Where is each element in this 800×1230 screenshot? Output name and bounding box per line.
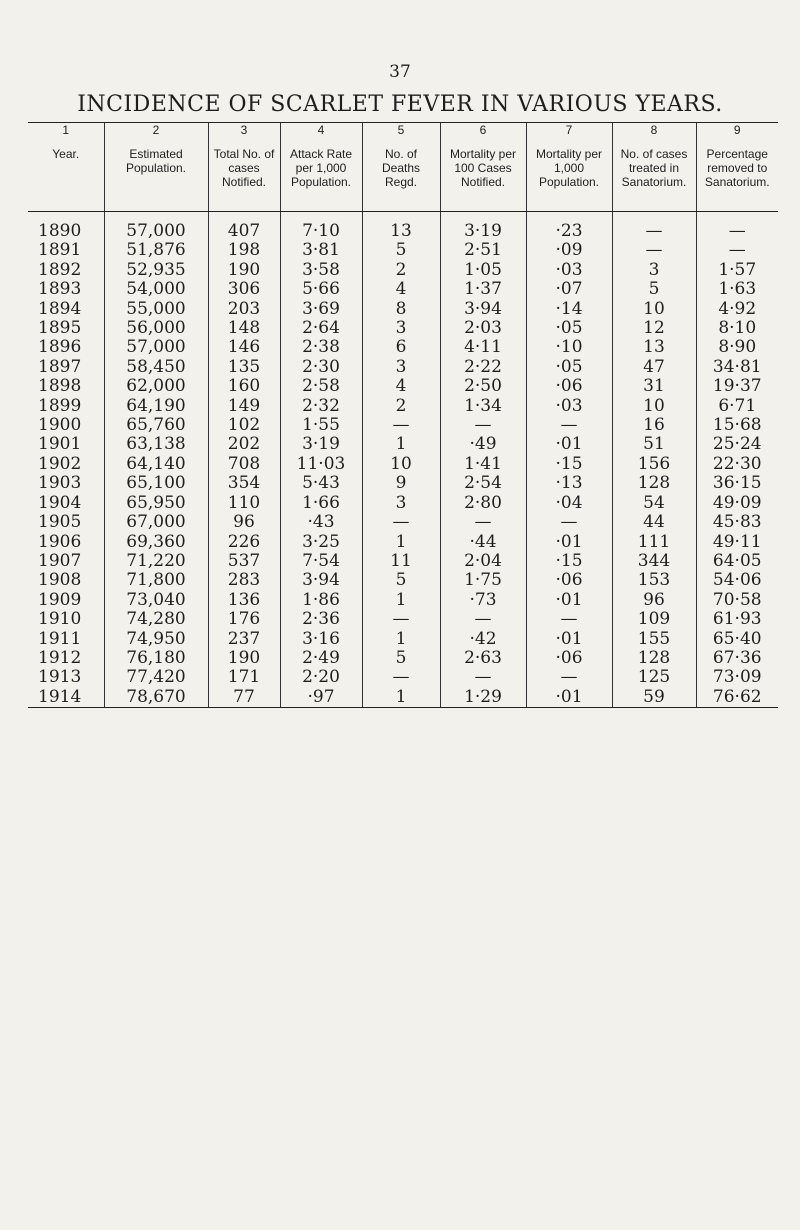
data-cell: 3·19 (280, 435, 362, 454)
data-cell: 71,220 (104, 552, 208, 571)
data-cell: — (440, 416, 526, 435)
year-cell: 1911 (38, 628, 82, 649)
data-cell: 146 (208, 338, 280, 357)
column-number: 7 (565, 123, 573, 137)
data-cell: ·44 (440, 533, 526, 552)
data-cell: ·07 (526, 280, 612, 299)
data-cell: — (362, 610, 440, 629)
data-cell: 2·50 (440, 377, 526, 396)
data-cell: ·01 (526, 591, 612, 610)
data-cell: 708 (208, 455, 280, 474)
column-number: 2 (152, 123, 160, 137)
year-cell: 1905 (38, 512, 82, 533)
data-cell: ·73 (440, 591, 526, 610)
data-cell: ·01 (526, 630, 612, 649)
scarlet-fever-table (28, 122, 778, 708)
column-header (362, 123, 440, 212)
data-cell: 2·58 (280, 377, 362, 396)
data-cell: 67·36 (696, 649, 778, 668)
data-cell: 62,000 (104, 377, 208, 396)
data-cell: 19·37 (696, 377, 778, 396)
year-cell: 1900 (38, 415, 82, 436)
data-cell: 65,760 (104, 416, 208, 435)
data-cell: 160 (208, 377, 280, 396)
table-row (28, 630, 778, 649)
table-row (28, 591, 778, 610)
column-label: Percentage removed to Sanatorium. (704, 147, 770, 189)
year-cell: 1893 (38, 279, 82, 300)
year-cell: 1906 (38, 531, 82, 552)
data-cell: ·01 (526, 688, 612, 708)
data-cell: ·15 (526, 455, 612, 474)
data-cell: 1 (362, 533, 440, 552)
data-cell: 31 (612, 377, 696, 396)
year-cell: 1903 (38, 473, 82, 494)
data-cell: 76,180 (104, 649, 208, 668)
data-cell: 5 (612, 280, 696, 299)
data-cell: 56,000 (104, 319, 208, 338)
data-cell: ·13 (526, 474, 612, 493)
data-cell: 78,670 (104, 688, 208, 708)
data-cell: 1·55 (280, 416, 362, 435)
column-number: 4 (317, 123, 325, 137)
data-cell: 3 (362, 494, 440, 513)
data-cell: 354 (208, 474, 280, 493)
data-cell: 7·54 (280, 552, 362, 571)
column-label: No. of Deaths Regd. (381, 147, 421, 189)
data-cell: 407 (208, 212, 280, 242)
data-cell: ·06 (526, 377, 612, 396)
data-cell: 51 (612, 435, 696, 454)
data-cell: 306 (208, 280, 280, 299)
data-cell: 3·69 (280, 300, 362, 319)
table-row (28, 338, 778, 357)
year-cell: 1902 (38, 453, 82, 474)
data-cell: ·49 (440, 435, 526, 454)
table-row (28, 513, 778, 532)
data-cell: 73·09 (696, 668, 778, 687)
table-row (28, 416, 778, 435)
data-cell: 71,800 (104, 571, 208, 590)
data-cell: 4·92 (696, 300, 778, 319)
table-row (28, 300, 778, 319)
data-cell: 2·49 (280, 649, 362, 668)
data-cell: 57,000 (104, 212, 208, 242)
data-cell: 63,138 (104, 435, 208, 454)
data-cell: 13 (612, 338, 696, 357)
data-cell: 64·05 (696, 552, 778, 571)
data-cell: 74,950 (104, 630, 208, 649)
data-cell: 135 (208, 358, 280, 377)
data-cell: 1·37 (440, 280, 526, 299)
data-cell: — (526, 668, 612, 687)
table-row (28, 280, 778, 299)
data-cell: 2·04 (440, 552, 526, 571)
data-cell: — (362, 668, 440, 687)
data-cell: 5·43 (280, 474, 362, 493)
data-cell: 1 (362, 435, 440, 454)
table-row (28, 435, 778, 454)
data-cell: — (696, 241, 778, 260)
data-cell: 52,935 (104, 261, 208, 280)
data-cell: 1·29 (440, 688, 526, 708)
data-cell: 10 (362, 455, 440, 474)
data-cell: 54,000 (104, 280, 208, 299)
data-cell: 1·34 (440, 397, 526, 416)
data-cell: ·05 (526, 319, 612, 338)
column-header (104, 123, 208, 212)
data-cell: 109 (612, 610, 696, 629)
data-cell: 57,000 (104, 338, 208, 357)
data-cell: 2·38 (280, 338, 362, 357)
data-cell: ·23 (526, 212, 612, 242)
data-cell: 64,190 (104, 397, 208, 416)
data-cell: 171 (208, 668, 280, 687)
data-cell: 45·83 (696, 513, 778, 532)
data-cell: 2·63 (440, 649, 526, 668)
data-cell: 51,876 (104, 241, 208, 260)
data-cell: 176 (208, 610, 280, 629)
table-body (28, 212, 778, 708)
data-cell: 190 (208, 261, 280, 280)
column-number: 6 (479, 123, 487, 137)
data-cell: 8·10 (696, 319, 778, 338)
data-cell: 3 (362, 358, 440, 377)
data-cell: ·01 (526, 435, 612, 454)
data-cell: — (612, 241, 696, 260)
data-cell: 148 (208, 319, 280, 338)
data-cell: 54·06 (696, 571, 778, 590)
year-cell: 1904 (38, 492, 82, 513)
data-cell: 11 (362, 552, 440, 571)
column-label: Mortality per 1,000 Population. (535, 147, 603, 189)
data-cell: 6·71 (696, 397, 778, 416)
data-cell: 1 (362, 630, 440, 649)
data-cell: 3·94 (280, 571, 362, 590)
data-cell: 6 (362, 338, 440, 357)
data-cell: 283 (208, 571, 280, 590)
data-cell: 1·66 (280, 494, 362, 513)
data-cell: ·10 (526, 338, 612, 357)
data-cell: 237 (208, 630, 280, 649)
data-cell: 36·15 (696, 474, 778, 493)
data-cell: ·97 (280, 688, 362, 708)
data-cell: — (612, 212, 696, 242)
data-cell: 4 (362, 280, 440, 299)
year-cell: 1890 (38, 221, 82, 241)
column-header (440, 123, 526, 212)
year-cell: 1892 (38, 259, 82, 280)
data-cell: ·06 (526, 649, 612, 668)
data-cell: 111 (612, 533, 696, 552)
data-cell: ·14 (526, 300, 612, 319)
data-cell: 64,140 (104, 455, 208, 474)
column-label: Estimated Population. (125, 147, 187, 175)
data-cell: ·15 (526, 552, 612, 571)
table-row (28, 668, 778, 687)
data-cell: 5·66 (280, 280, 362, 299)
data-cell: 1 (362, 688, 440, 708)
data-cell: 59 (612, 688, 696, 708)
data-cell: 202 (208, 435, 280, 454)
table-row (28, 610, 778, 629)
data-cell: 10 (612, 300, 696, 319)
data-cell: 70·58 (696, 591, 778, 610)
year-cell: 1909 (38, 589, 82, 610)
data-cell: — (440, 610, 526, 629)
data-cell: 16 (612, 416, 696, 435)
year-cell: 1894 (38, 298, 82, 319)
year-cell: 1901 (38, 434, 82, 455)
data-cell: 2·22 (440, 358, 526, 377)
data-cell: 1·75 (440, 571, 526, 590)
column-number: 1 (62, 123, 70, 137)
table-row (28, 377, 778, 396)
data-cell: 96 (208, 513, 280, 532)
data-cell: 1·63 (696, 280, 778, 299)
column-header (280, 123, 362, 212)
data-cell: 9 (362, 474, 440, 493)
year-cell: 1898 (38, 376, 82, 397)
data-cell: ·03 (526, 397, 612, 416)
table-row (28, 319, 778, 338)
data-cell: ·06 (526, 571, 612, 590)
data-cell: 3·19 (440, 212, 526, 242)
data-cell: 2·03 (440, 319, 526, 338)
data-cell: 49·11 (696, 533, 778, 552)
column-label: Year. (52, 147, 80, 161)
data-cell: 128 (612, 474, 696, 493)
table-row (28, 571, 778, 590)
data-cell: 69,360 (104, 533, 208, 552)
scarlet-fever-table-container (28, 122, 778, 708)
column-number: 8 (650, 123, 658, 137)
page-title: INCIDENCE OF SCARLET FEVER IN VARIOUS YEARS. (77, 92, 723, 117)
data-cell: 3·58 (280, 261, 362, 280)
data-cell: 55,000 (104, 300, 208, 319)
table-header-row (28, 123, 778, 212)
year-cell: 1896 (38, 337, 82, 358)
data-cell: 1·41 (440, 455, 526, 474)
page-number: 37 (389, 62, 411, 82)
data-cell: 4 (362, 377, 440, 396)
data-cell: 1·86 (280, 591, 362, 610)
year-cell: 1895 (38, 318, 82, 339)
data-cell: 3·16 (280, 630, 362, 649)
column-header (28, 123, 104, 212)
data-cell: 74,280 (104, 610, 208, 629)
data-cell: 13 (362, 212, 440, 242)
data-cell: 3 (362, 319, 440, 338)
data-cell: 77,420 (104, 668, 208, 687)
column-number: 3 (240, 123, 248, 137)
data-cell: 537 (208, 552, 280, 571)
table-row (28, 261, 778, 280)
year-cell: 1910 (38, 609, 82, 630)
data-cell: 2·36 (280, 610, 362, 629)
year-cell: 1908 (38, 570, 82, 591)
column-header (526, 123, 612, 212)
data-cell: 8·90 (696, 338, 778, 357)
table-row (28, 358, 778, 377)
data-cell: 8 (362, 300, 440, 319)
column-header (208, 123, 280, 212)
data-cell: 22·30 (696, 455, 778, 474)
data-cell: 149 (208, 397, 280, 416)
data-cell: 12 (612, 319, 696, 338)
data-cell: — (526, 416, 612, 435)
data-cell: 47 (612, 358, 696, 377)
table-row (28, 455, 778, 474)
column-label: No. of cases treated in Sanatorium. (620, 147, 688, 189)
data-cell: — (362, 513, 440, 532)
data-cell: 344 (612, 552, 696, 571)
data-cell: 128 (612, 649, 696, 668)
table-row (28, 494, 778, 513)
data-cell: ·04 (526, 494, 612, 513)
data-cell: 156 (612, 455, 696, 474)
data-cell: 2·54 (440, 474, 526, 493)
data-cell: 5 (362, 571, 440, 590)
data-cell: — (440, 513, 526, 532)
data-cell: 67,000 (104, 513, 208, 532)
data-cell: 49·09 (696, 494, 778, 513)
data-cell: 11·03 (280, 455, 362, 474)
data-cell: 5 (362, 649, 440, 668)
column-header (612, 123, 696, 212)
column-number: 9 (733, 123, 741, 137)
data-cell: — (526, 513, 612, 532)
data-cell: 58,450 (104, 358, 208, 377)
data-cell: 155 (612, 630, 696, 649)
year-cell: 1913 (38, 667, 82, 688)
data-cell: 3·94 (440, 300, 526, 319)
data-cell: — (440, 668, 526, 687)
data-cell: 3 (612, 261, 696, 280)
column-label: Total No. of cases Notified. (213, 147, 275, 189)
data-cell: 1·05 (440, 261, 526, 280)
data-cell: 76·62 (696, 688, 778, 708)
data-cell: 15·68 (696, 416, 778, 435)
table-row (28, 474, 778, 493)
year-cell: 1907 (38, 550, 82, 571)
table-row (28, 397, 778, 416)
data-cell: 34·81 (696, 358, 778, 377)
column-header (696, 123, 778, 212)
data-cell: 73,040 (104, 591, 208, 610)
data-cell: 65,100 (104, 474, 208, 493)
data-cell: ·03 (526, 261, 612, 280)
column-label: Attack Rate per 1,000 Population. (289, 147, 353, 189)
data-cell: 10 (612, 397, 696, 416)
data-cell: 203 (208, 300, 280, 319)
data-cell: 2·32 (280, 397, 362, 416)
column-label: Mortality per 100 Cases Notified. (449, 147, 517, 189)
data-cell: 2·64 (280, 319, 362, 338)
table-row (28, 533, 778, 552)
data-cell: 190 (208, 649, 280, 668)
data-cell: 2 (362, 261, 440, 280)
data-cell: 2·20 (280, 668, 362, 687)
table-row (28, 212, 778, 242)
data-cell: 3·25 (280, 533, 362, 552)
table-row (28, 552, 778, 571)
data-cell: 110 (208, 494, 280, 513)
year-cell: 1899 (38, 395, 82, 416)
data-cell: ·43 (280, 513, 362, 532)
data-cell: 2·80 (440, 494, 526, 513)
table-row (28, 649, 778, 668)
data-cell: 61·93 (696, 610, 778, 629)
data-cell: 2·30 (280, 358, 362, 377)
data-cell: ·05 (526, 358, 612, 377)
data-cell: 136 (208, 591, 280, 610)
data-cell: ·01 (526, 533, 612, 552)
data-cell: 25·24 (696, 435, 778, 454)
data-cell: 125 (612, 668, 696, 687)
data-cell: 102 (208, 416, 280, 435)
data-cell: 7·10 (280, 212, 362, 242)
year-cell: 1914 (28, 688, 104, 708)
data-cell: 2 (362, 397, 440, 416)
data-cell: 2·51 (440, 241, 526, 260)
data-cell: 226 (208, 533, 280, 552)
data-cell: 4·11 (440, 338, 526, 357)
data-cell: 96 (612, 591, 696, 610)
data-cell: 198 (208, 241, 280, 260)
data-cell: 1·57 (696, 261, 778, 280)
table-row (28, 241, 778, 260)
data-cell: — (362, 416, 440, 435)
data-cell: 54 (612, 494, 696, 513)
data-cell: 77 (208, 688, 280, 708)
data-cell: 153 (612, 571, 696, 590)
data-cell: ·09 (526, 241, 612, 260)
data-cell: 3·81 (280, 241, 362, 260)
data-cell: — (696, 212, 778, 242)
data-cell: 1 (362, 591, 440, 610)
data-cell: 65·40 (696, 630, 778, 649)
data-cell: 44 (612, 513, 696, 532)
year-cell: 1891 (38, 240, 82, 261)
data-cell: 5 (362, 241, 440, 260)
year-cell: 1912 (38, 647, 82, 668)
table-row (28, 688, 778, 708)
data-cell: 65,950 (104, 494, 208, 513)
column-number: 5 (397, 123, 405, 137)
data-cell: — (526, 610, 612, 629)
data-cell: ·42 (440, 630, 526, 649)
year-cell: 1897 (38, 356, 82, 377)
